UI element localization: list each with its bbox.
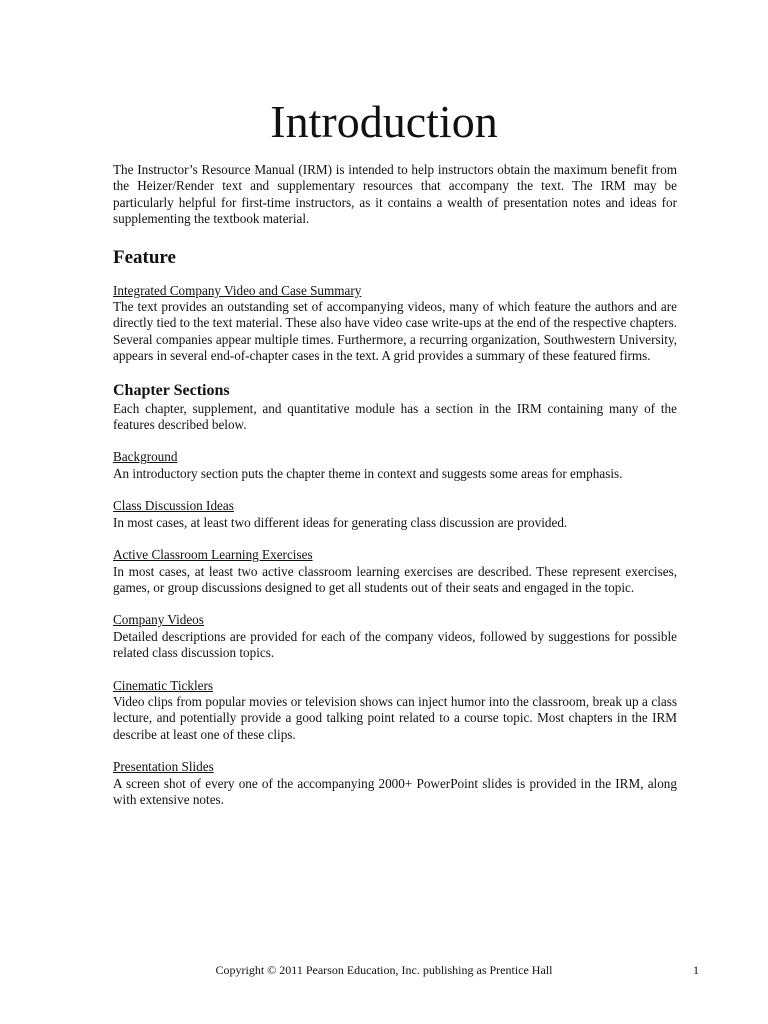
- copyright-notice: Copyright © 2011 Pearson Education, Inc. publishing as Prentice Hall: [215, 963, 553, 977]
- section-text-background: An introductory section puts the chapter theme in context and suggests some areas for emphasis.: [113, 465, 623, 481]
- section-heading-company-videos: Company Videos: [113, 612, 204, 628]
- section-text-cinematic-ticklers: Video clips from popular movies or television shows can inject humor into the classroom, break up a class lecture, and potentially provide a good talking point related to a course topic. Most chapters in the IRM describe at least one of these clips.: [113, 693, 677, 742]
- page-title: Introduction: [270, 96, 498, 147]
- intro-paragraph: The Instructor’s Resource Manual (IRM) is intended to help instructors obtain the maximum benefit from the Heizer/Render text and supplementary resources that accompany the text. The IRM may be particularly helpful for first-time instructors, as it contains a wealth of presentation notes and ideas for supplementing the textbook material.: [113, 162, 677, 227]
- page-content: [113, 162, 677, 808]
- chapter-sections-intro: Each chapter, supplement, and quantitative module has a section in the IRM containing many of the features described below.: [113, 400, 677, 433]
- section-heading-background: Background: [113, 449, 178, 465]
- section-heading-class-discussion: Class Discussion Ideas: [113, 498, 234, 514]
- feature-subheading: Integrated Company Video and Case Summary: [113, 282, 362, 298]
- chapter-sections-heading: Chapter Sections: [113, 381, 230, 399]
- section-text-class-discussion: In most cases, at least two different ideas for generating class discussion are provided.: [113, 514, 568, 530]
- feature-heading: Feature: [113, 246, 176, 268]
- section-text-presentation-slides: A screen shot of every one of the accompanying 2000+ PowerPoint slides is provided in the IRM, along with extensive notes.: [113, 775, 677, 807]
- section-heading-presentation-slides: Presentation Slides: [113, 759, 214, 775]
- section-heading-active-learning: Active Classroom Learning Exercises: [113, 547, 313, 563]
- section-text-active-learning: In most cases, at least two active classroom learning exercises are described. These represent exercises, games, or group discussions designed to get all students out of their seats and engaged in the topic.: [113, 563, 677, 595]
- section-text-company-videos: Detailed descriptions are provided for each of the company videos, followed by suggestions for possible related class discussion topics.: [113, 628, 677, 661]
- feature-paragraph: The text provides an outstanding set of accompanying videos, many of which feature the authors and are directly tied to the text material. These also have video case write-ups at the end of the respective chapters. Several companies appear multiple times. Furthermore, a recurring organization, Southwestern University, appears in several end-of-chapter cases in the text. A grid provides a summary of these featured firms.: [113, 299, 677, 364]
- page-number: 1: [693, 963, 699, 977]
- section-heading-cinematic-ticklers: Cinematic Ticklers: [113, 677, 214, 693]
